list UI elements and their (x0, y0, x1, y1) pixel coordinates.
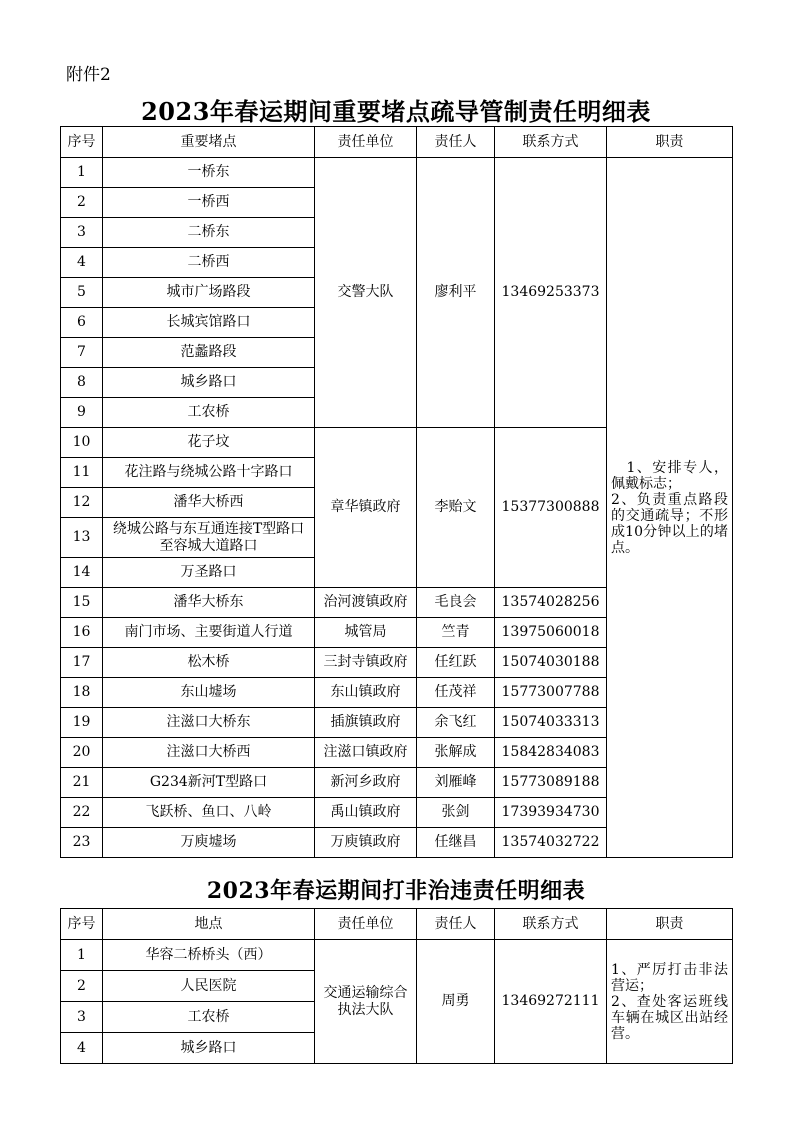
seq-cell: 6 (61, 308, 103, 338)
location-cell: 城乡路口 (103, 368, 315, 398)
seq-cell: 8 (61, 368, 103, 398)
location-cell: 注滋口大桥西 (103, 738, 315, 768)
group-b-unit: 章华镇政府 (315, 428, 417, 588)
contact-cell: 13574032722 (495, 828, 607, 858)
contact-cell: 17393934730 (495, 798, 607, 828)
location-cell: 万圣路口 (103, 558, 315, 588)
person-cell: 张解成 (417, 738, 495, 768)
seq-cell: 10 (61, 428, 103, 458)
unit-cell: 万庾镇政府 (315, 828, 417, 858)
location-cell: 绕城公路与东互通连接T型路口至容城大道路口 (103, 518, 315, 558)
contact-cell: 13975060018 (495, 618, 607, 648)
header-person: 责任人 (417, 909, 495, 940)
seq-cell: 2 (61, 971, 103, 1002)
seq-cell: 1 (61, 158, 103, 188)
seq-cell: 14 (61, 558, 103, 588)
seq-cell: 2 (61, 188, 103, 218)
group-a-person: 廖利平 (417, 158, 495, 428)
location-cell: 人民医院 (103, 971, 315, 1002)
unit-cell: 三封寺镇政府 (315, 648, 417, 678)
person-cell: 余飞红 (417, 708, 495, 738)
location-cell: 花注路与绕城公路十字路口 (103, 458, 315, 488)
group-b-person: 李贻文 (417, 428, 495, 588)
seq-cell: 4 (61, 248, 103, 278)
location-cell: 南门市场、主要街道人行道 (103, 618, 315, 648)
table-row (61, 940, 733, 971)
seq-cell: 7 (61, 338, 103, 368)
location-cell: G234新河T型路口 (103, 768, 315, 798)
person-cell: 竺青 (417, 618, 495, 648)
header-contact: 联系方式 (495, 127, 607, 158)
location-cell: 城市广场路段 (103, 278, 315, 308)
location-cell: 东山墟场 (103, 678, 315, 708)
table-header-row (61, 909, 733, 940)
group-contact: 13469272111 (495, 940, 607, 1064)
person-cell: 任继昌 (417, 828, 495, 858)
unit-cell: 东山镇政府 (315, 678, 417, 708)
location-cell: 松木桥 (103, 648, 315, 678)
table2-title: 2023年春运期间打非治违责任明细表 (206, 878, 586, 904)
location-cell: 万庾墟场 (103, 828, 315, 858)
unit-cell: 城管局 (315, 618, 417, 648)
group-person: 周勇 (417, 940, 495, 1064)
duty-line: 1、严厉打击非法营运； (611, 961, 728, 994)
seq-cell: 21 (61, 768, 103, 798)
contact-cell: 15773007788 (495, 678, 607, 708)
table-header-row (61, 127, 733, 158)
seq-cell: 16 (61, 618, 103, 648)
header-contact: 联系方式 (495, 909, 607, 940)
seq-cell: 20 (61, 738, 103, 768)
seq-cell: 1 (61, 940, 103, 971)
unit-cell: 治河渡镇政府 (315, 588, 417, 618)
group-b-contact: 15377300888 (495, 428, 607, 588)
header-seq: 序号 (61, 127, 103, 158)
illegal-operation-responsibility-table (60, 908, 733, 1064)
seq-cell: 18 (61, 678, 103, 708)
person-cell: 任红跃 (417, 648, 495, 678)
location-cell: 工农桥 (103, 1002, 315, 1033)
location-cell: 城乡路口 (103, 1033, 315, 1064)
header-location: 重要堵点 (103, 127, 315, 158)
contact-cell: 15074030188 (495, 648, 607, 678)
table-row (61, 158, 733, 188)
table1-title: 2023年春运期间重要堵点疏导管制责任明细表 (141, 97, 651, 126)
contact-cell: 15074033313 (495, 708, 607, 738)
location-cell: 二桥东 (103, 218, 315, 248)
location-cell: 长城宾馆路口 (103, 308, 315, 338)
seq-cell: 11 (61, 458, 103, 488)
seq-cell: 5 (61, 278, 103, 308)
header-unit: 责任单位 (315, 909, 417, 940)
location-cell: 工农桥 (103, 398, 315, 428)
duty-line: 2、查处客运班线车辆在城区出站经营。 (611, 993, 728, 1042)
person-cell: 张剑 (417, 798, 495, 828)
header-person: 责任人 (417, 127, 495, 158)
duty-cell (607, 940, 733, 1064)
header-seq: 序号 (61, 909, 103, 940)
unit-cell: 插旗镇政府 (315, 708, 417, 738)
seq-cell: 19 (61, 708, 103, 738)
seq-cell: 3 (61, 218, 103, 248)
duty-line: 1、安排专人，佩戴标志； (611, 459, 728, 492)
location-cell: 一桥西 (103, 188, 315, 218)
location-cell: 飞跃桥、鱼口、八岭 (103, 798, 315, 828)
location-cell: 一桥东 (103, 158, 315, 188)
person-cell: 毛良会 (417, 588, 495, 618)
group-a-unit: 交警大队 (315, 158, 417, 428)
location-cell: 潘华大桥东 (103, 588, 315, 618)
seq-cell: 22 (61, 798, 103, 828)
unit-cell: 新河乡政府 (315, 768, 417, 798)
location-cell: 华容二桥桥头（西） (103, 940, 315, 971)
duty-line: 2、负责重点路段的交通疏导；不形成10分钟以上的堵点。 (611, 491, 728, 556)
seq-cell: 15 (61, 588, 103, 618)
header-location: 地点 (103, 909, 315, 940)
location-cell: 范蠡路段 (103, 338, 315, 368)
congestion-responsibility-table (60, 126, 733, 858)
header-duty: 职责 (607, 127, 733, 158)
seq-cell: 9 (61, 398, 103, 428)
location-cell: 二桥西 (103, 248, 315, 278)
seq-cell: 23 (61, 828, 103, 858)
unit-cell: 注滋口镇政府 (315, 738, 417, 768)
seq-cell: 4 (61, 1033, 103, 1064)
location-cell: 注滋口大桥东 (103, 708, 315, 738)
duty-cell (607, 158, 733, 858)
contact-cell: 13574028256 (495, 588, 607, 618)
unit-cell: 禹山镇政府 (315, 798, 417, 828)
location-cell: 花子坟 (103, 428, 315, 458)
person-cell: 刘雁峰 (417, 768, 495, 798)
contact-cell: 15842834083 (495, 738, 607, 768)
seq-cell: 13 (61, 518, 103, 558)
location-cell: 潘华大桥西 (103, 488, 315, 518)
seq-cell: 3 (61, 1002, 103, 1033)
header-duty: 职责 (607, 909, 733, 940)
contact-cell: 15773089188 (495, 768, 607, 798)
group-unit: 交通运输综合执法大队 (315, 940, 417, 1064)
group-a-contact: 13469253373 (495, 158, 607, 428)
attachment-label: 附件2 (66, 65, 111, 85)
seq-cell: 17 (61, 648, 103, 678)
person-cell: 任茂祥 (417, 678, 495, 708)
seq-cell: 12 (61, 488, 103, 518)
header-unit: 责任单位 (315, 127, 417, 158)
